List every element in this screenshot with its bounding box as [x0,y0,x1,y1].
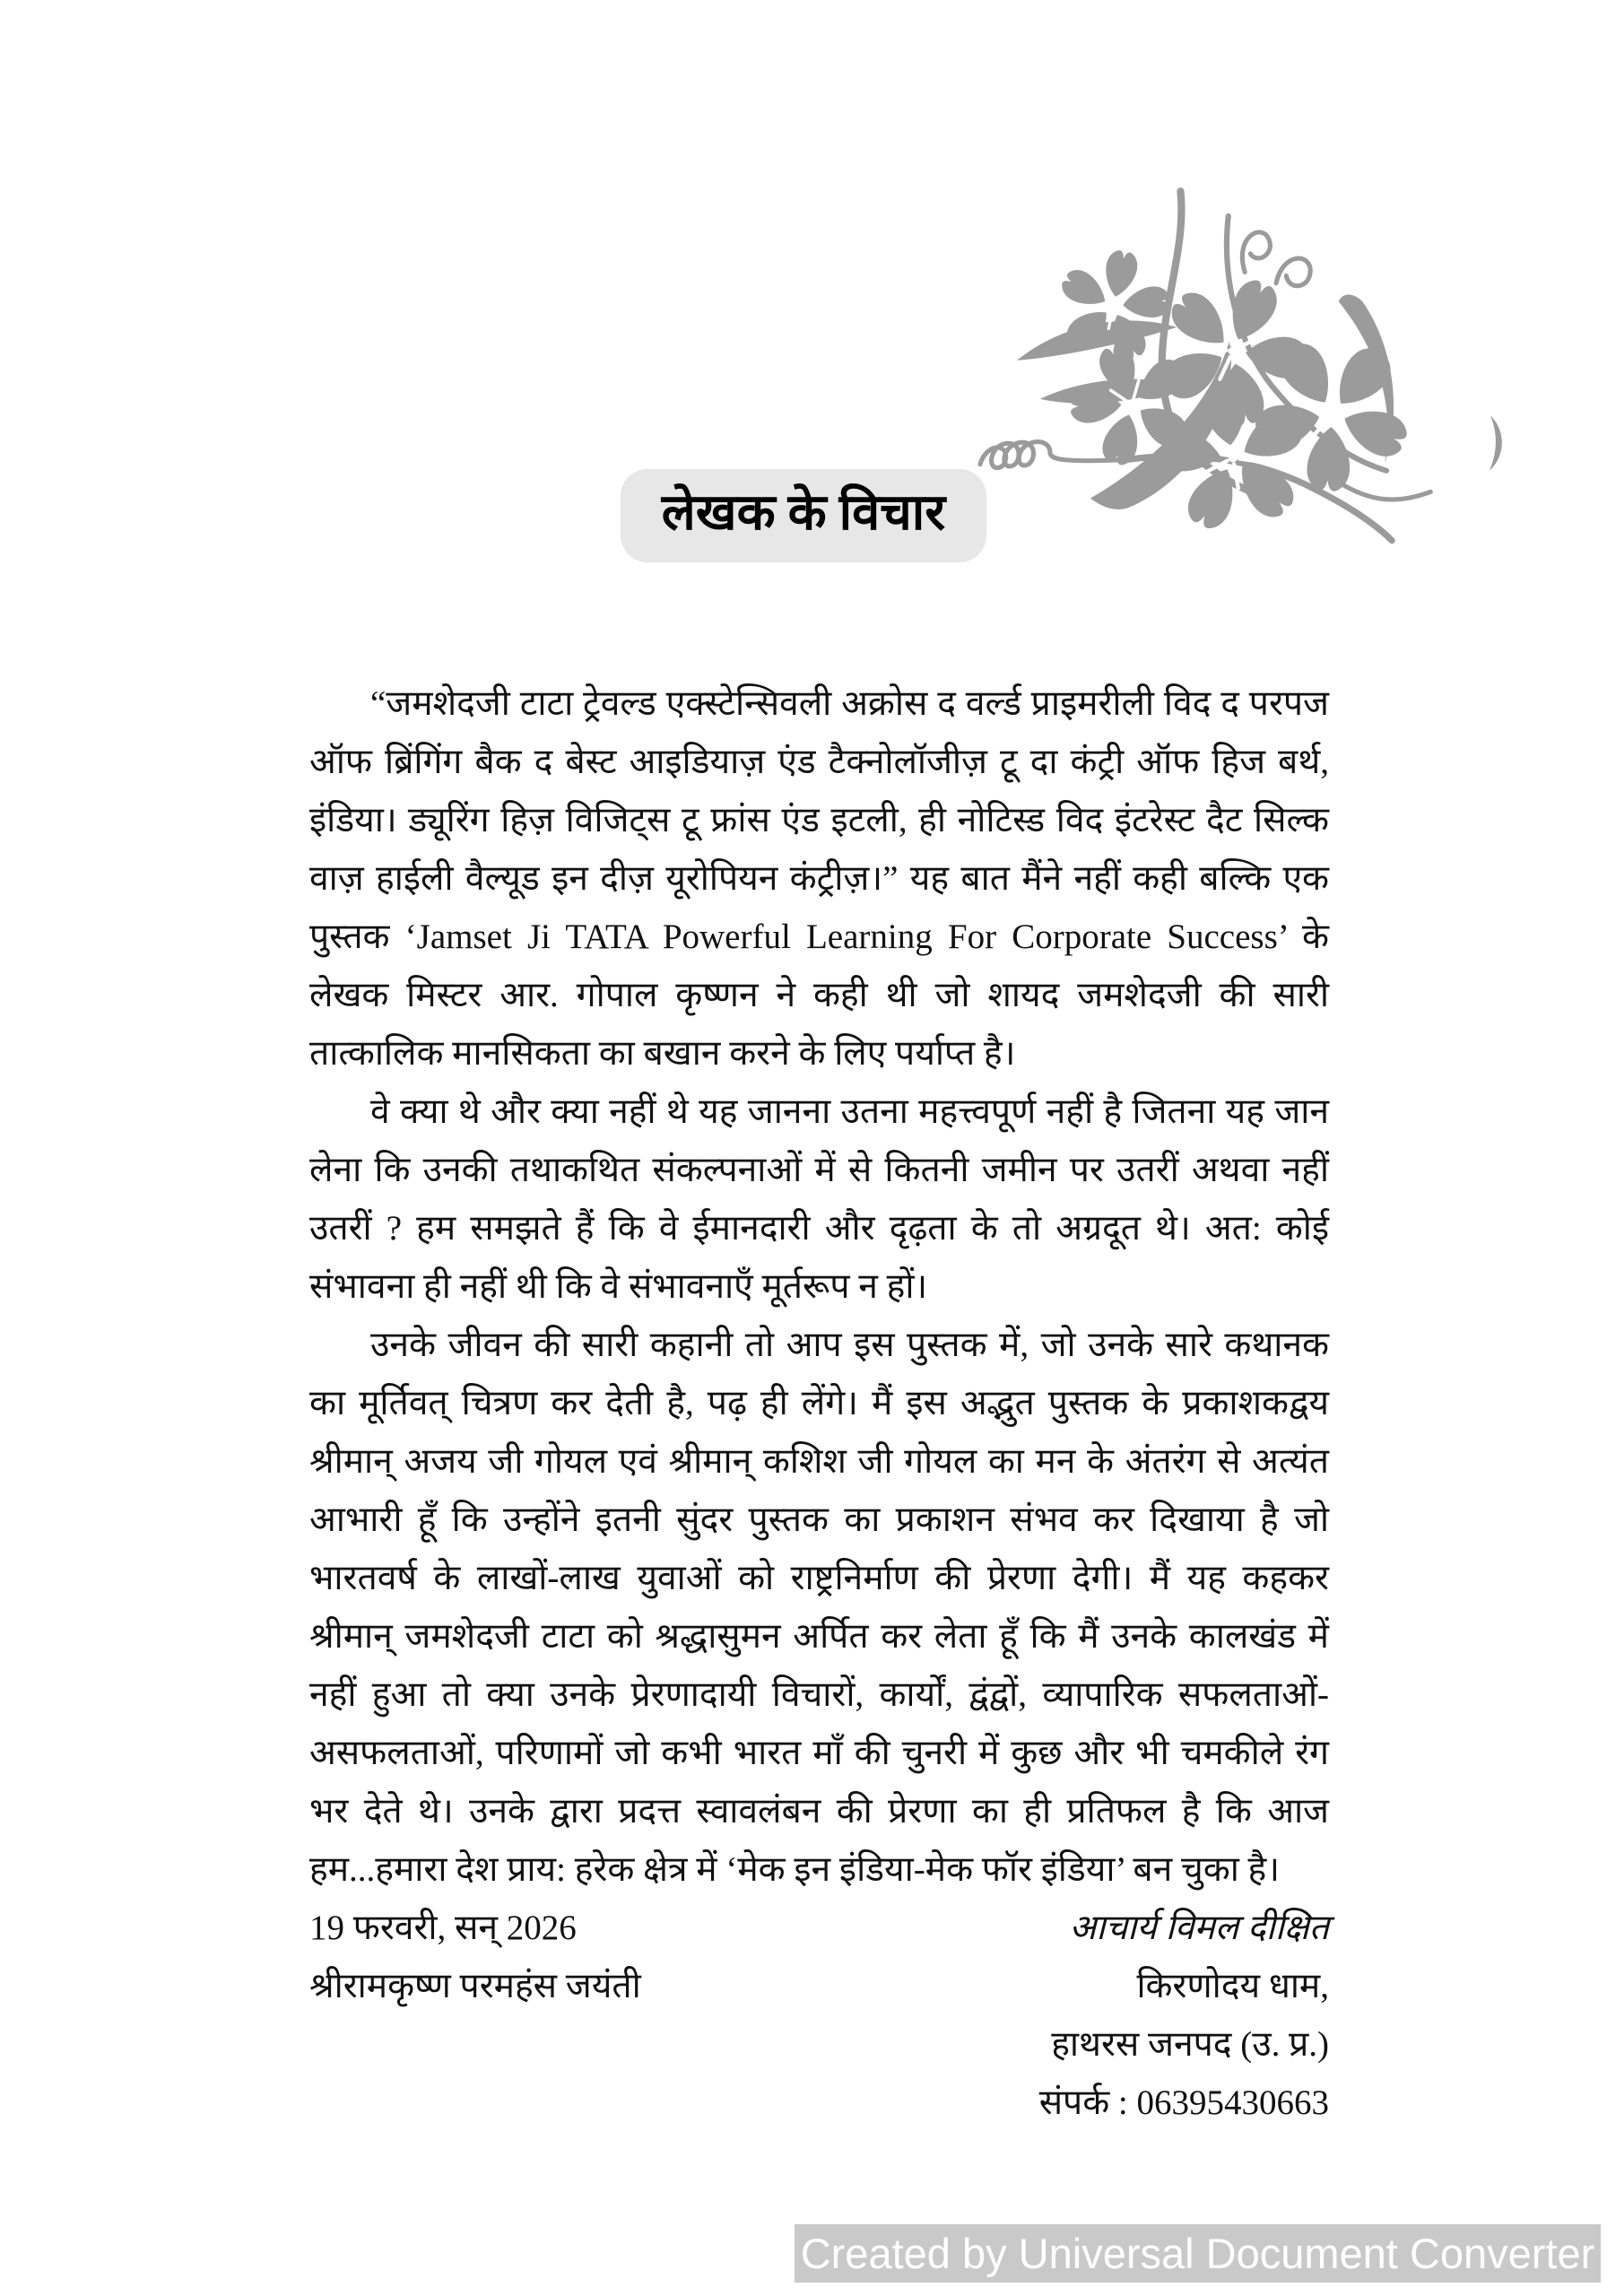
footer-date: 19 फरवरी, सन् 2026 [309,1909,577,1947]
paragraph: “जमशेदजी टाटा ट्रेवल्ड एक्स्टेन्सिवली अक्रोस द वर्ल्ड प्राइमरीली विद द परपज ऑफ ब्रिंगिंग बैक द बेस्ट आइडियाज़ एंड टैक्नोलॉजीज़ टू दा कंट्री ऑफ हिज बर्थ, इंडिया। ड्यूरिंग हिज़ विजिट्स टू फ्रांस एंड इटली, ही नोटिस्ड विद इंटरेस्ट दैट सिल्क वाज़ हाईली वैल्यूड इन दीज़ यूरोपियन कंट्रीज़।” यह बात मैंने नहीं कही बल्कि एक पुस्तक ‘Jamset Ji TATA Powerful Learning For Corporate Success’ के लेखक मिस्टर आर. गोपाल कृष्णन ने कही थी जो शायद जमशेदजी की सारी तात्कालिक मानसिकता का बखान करने के लिए पर्याप्त है। [309,684,1329,1073]
paragraph: वे क्या थे और क्या नहीं थे यह जानना उतना महत्त्वपूर्ण नहीं है जितना यह जान लेना कि उनकी तथाकथित संकल्पनाओं में से कितनी जमीन पर उतरीं अथवा नहीं उतरीं ? हम समझते हैं कि वे ईमानदारी और दृढ़ता के तो अग्रदूत थे। अत: कोई संभावना ही नहीं थी कि वे संभावनाएँ मूर्तरूप न हों। [309,1092,1329,1306]
page-title: लेखक के विचार [621,469,986,562]
signature-place: किरणोदय धाम, [1136,1967,1329,2005]
signature-name: आचार्य विमल दीक्षित [1069,1909,1329,1947]
body-text [309,674,1329,2132]
watermark: Created by Universal Document Converter [795,2224,1601,2283]
signature-district: हाथरस जनपद (उ. प्र.) [1051,2025,1329,2064]
paragraph: उनके जीवन की सारी कहानी तो आप इस पुस्तक में, जो उनके सारे कथानक का मूर्तिवत् चित्रण कर देती है, पढ़ ही लेंगे। मैं इस अद्भुत पुस्तक के प्रकाशकद्वय श्रीमान् अजय जी गोयल एवं श्रीमान् कशिश जी गोयल का मन के अंतरंग से अत्यंत आभारी हूँ कि उन्होंने इतनी सुंदर पुस्तक का प्रकाशन संभव कर दिखाया है जो भारतवर्ष के लाखों-लाख युवाओं को राष्ट्रनिर्माण की प्रेरणा देगी। मैं यह कहकर श्रीमान् जमशेदजी टाटा को श्रद्धासुमन अर्पित कर लेता हूँ कि मैं उनके कालखंड में नहीं हुआ तो क्या उनके प्रेरणादायी विचारों, कार्यों, द्वंद्वों, व्यापारिक सफलताओं-असफलताओं, परिणामों जो कभी भारत माँ की चुनरी में कुछ और भी चमकीले रंग भर देते थे। उनके द्वारा प्रदत्त स्वावलंबन की प्रेरणा का ही प्रतिफल है कि आज हम...हमारा देश प्राय: हरेक क्षेत्र में ‘मेक इन इंडिया-मेक फॉर इंडिया’ बन चुका है। [309,1326,1329,1889]
signature-contact: संपर्क : 06395430663 [1038,2083,1329,2122]
footer-event: श्रीरामकृष्ण परमहंस जयंती [309,1967,641,2005]
